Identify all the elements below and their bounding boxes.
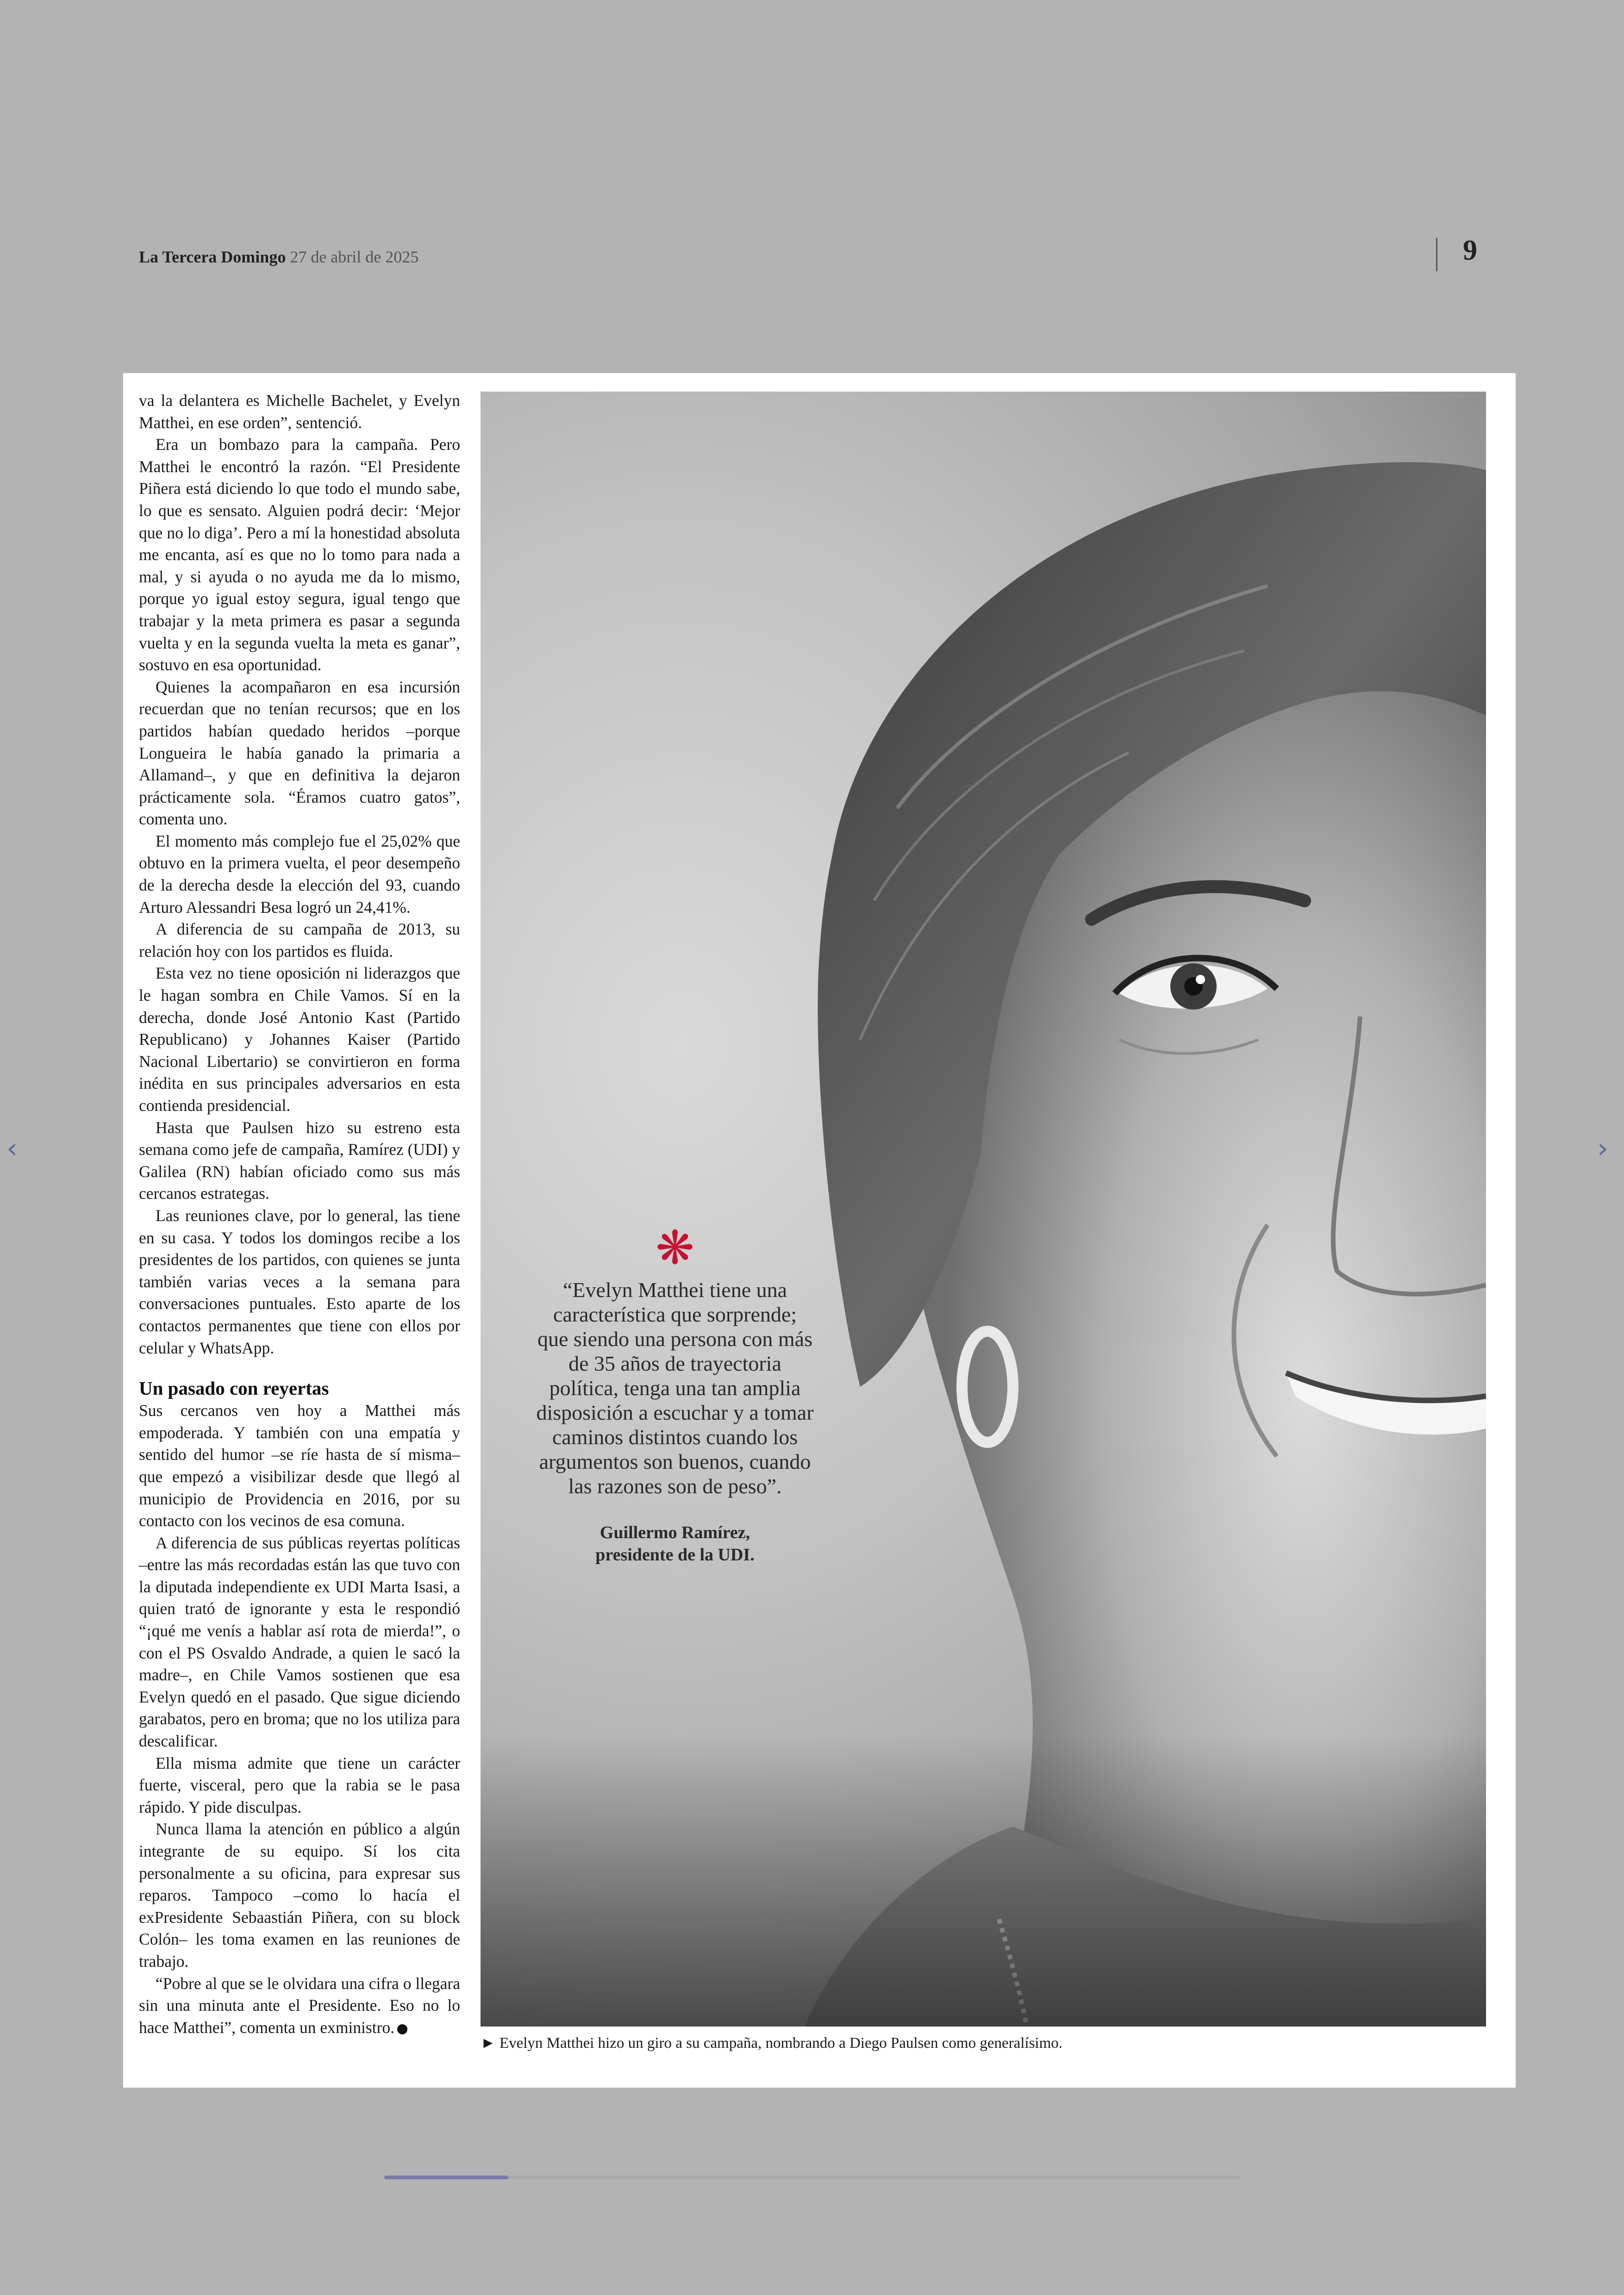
article-paragraph-last <box>139 1973 460 2039</box>
article-paragraph: Hasta que Paulsen hizo su estreno esta semana como jefe de campaña, Ramírez (UDI) y Galilea (RN) habían oficiado como sus más cercanos estrategas. <box>139 1118 460 1203</box>
article-paragraph: Era un bombazo para la campaña. Pero Matthei le encontró la razón. “El Presidente Piñera está diciendo lo que todo el mundo sabe, lo que es sensato. Alguien podrá decir: ‘Mejor que no lo diga’. Pero a mí la honestidad absoluta me encanta, así es que no lo tomo para nada a mal, y si ayuda o no ayuda me da lo mismo, porque yo igual estoy segura, igual tengo que trabajar y la meta primera es pasar a segunda vuelta y en la segunda vuelta la meta es ganar”, sostuvo en esa oportunidad. <box>139 435 460 674</box>
publication-date: 27 de abril de 2025 <box>290 248 419 266</box>
page-number: 9 <box>1463 235 1477 266</box>
article-paragraph: A diferencia de su campaña de 2013, su relación hoy con los partidos es fluida. <box>139 920 460 960</box>
article-column <box>139 390 460 2039</box>
chevron-left-icon[interactable]: ‹ <box>6 1132 18 1165</box>
reading-progress-bar[interactable] <box>384 2176 1241 2179</box>
article-paragraph: Quienes la acompañaron en esa incursión recuerdan que no tenían recursos; que en los partidos habían quedado heridos –porque Longueira le había ganado la primaria a Allamand–, y que en definitiva la dejaron prácticamente sola. “Éramos cuatro gatos”, comenta uno. <box>139 677 460 829</box>
chevron-right-icon[interactable]: › <box>1597 1132 1608 1165</box>
article-paragraph: A diferencia de sus públicas reyertas políticas –entre las más recordadas están las que tuvo con la diputada independiente ex UDI Marta Isasi, a quien trató de ignorante y esta le respondió “¡qué me venís a hablar así rota de mierda!”, o con el PS Osvaldo Andrade, a quien le sacó la madre–, en Chile Vamos sostienen que esa Evelyn quedó en el pasado. Que sigue diciendo garabatos, pero en broma; que no los utiliza para descalificar. <box>139 1533 460 1751</box>
newspaper-page <box>123 373 1516 2088</box>
pullquote-author-role: presidente de la UDI. <box>595 1545 755 1565</box>
reading-progress-fill <box>384 2176 508 2179</box>
article-paragraph: Ella misma admite que tiene un carácter fuerte, visceral, pero que la rabia se le pasa rápido. Y pide disculpas. <box>139 1753 460 1816</box>
article-paragraph: Las reuniones clave, por lo general, las tiene en su casa. Y todos los domingos recibe a los presidentes de los partidos, con quienes se junta también varias veces a la semana para conversaciones puntuales. Esto aparte de los contactos permanentes que tiene con ellos por celular y WhatsApp. <box>139 1206 460 1357</box>
asterisk-icon: ❋ <box>656 1221 694 1275</box>
end-mark-icon <box>397 2024 407 2034</box>
article-paragraph: El momento más complejo fue el 25,02% que obtuvo en la primera vuelta, el peor desempeño de la derecha desde la elección del 93, cuando Arturo Alessandri Besa logró un 24,41%. <box>139 831 460 917</box>
portrait-photo <box>481 392 1486 2027</box>
article-paragraph-last-text: “Pobre al que se le olvidara una cifra o llegara sin una minuta ante el Presidente. Eso no lo hace Matthei”, comenta un exministro. <box>139 1974 460 2037</box>
photo-caption: ► Evelyn Matthei hizo un giro a su campaña, nombrando a Diego Paulsen como generalísimo. <box>481 2035 1063 2052</box>
pullquote-text: “Evelyn Matthei tiene una característica que sorprende; que siendo una persona con más de 35 años de trayectoria política, tenga una tan amplia disposición a escuchar y a tomar caminos distintos cuando los argumentos son buenos, cuando las razones son de peso”. <box>536 1278 814 1498</box>
article-paragraph: va la delantera es Michelle Bachelet, y Evelyn Matthei, en ese orden”, sentenció. <box>139 391 460 432</box>
article-paragraph: Nunca llama la atención en público a algún integrante de su equipo. Sí los cita personalmente a su oficina, para expresar sus reparos. Tampoco –como lo hacía el exPresidente Sebaastián Piñera, con su block Colón– les toma examen en las reuniones de trabajo. <box>139 1820 460 1971</box>
header-divider <box>1436 238 1437 271</box>
article-subheading: Un pasado con reyertas <box>139 1378 329 1399</box>
pullquote <box>536 1221 814 1566</box>
article-paragraph: Esta vez no tiene oposición ni liderazgos que le hagan sombra en Chile Vamos. Sí en la derecha, donde José Antonio Kast (Partido Republicano) y Johannes Kaiser (Partido Nacional Libertario) se convirtieron en forma inédita en sus principales adversarios en esta contienda presidencial. <box>139 964 460 1115</box>
page-header <box>139 247 418 267</box>
portrait-illustration <box>481 392 1486 2027</box>
pullquote-author <box>536 1522 814 1566</box>
publication-name: La Tercera Domingo <box>139 248 286 266</box>
article-paragraph: Sus cercanos ven hoy a Matthei más empoderada. Y también con una empatía y sentido del humor –se ríe hasta de sí misma– que empezó a visibilizar desde que llegó al municipio de Providencia en 2016, por su contacto con los vecinos de esa comuna. <box>139 1401 460 1530</box>
pullquote-author-name: Guillermo Ramírez, <box>600 1523 750 1542</box>
